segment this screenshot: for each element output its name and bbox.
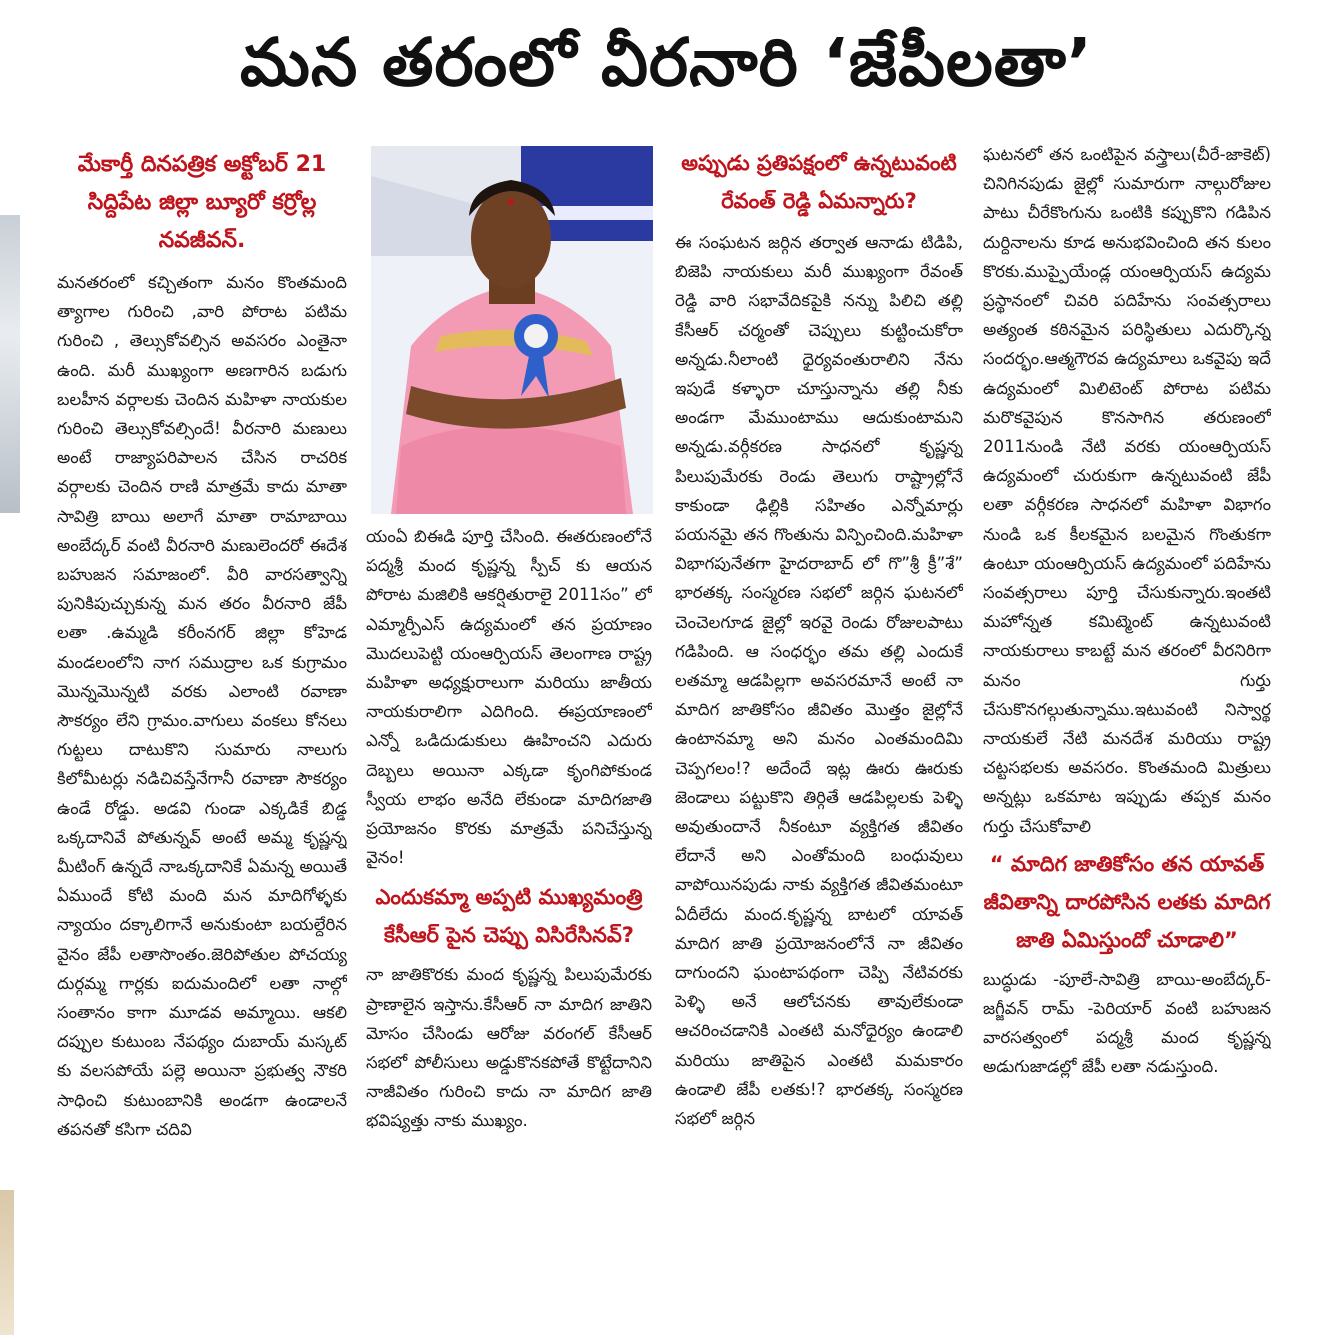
column-2-body-a: యంఏ బిఈడి పూర్తి చేసింది. ఈతరుణంలోనే పద్మశ్రీ మంద కృష్ణన్న స్పీచ్ కు ఆయన పోరాట మజిలికి ఆకర్షితురాలై 2011సం” లో ఎమ్మార్పీఎస్ ఉద్యమంలో తన ప్రయాణం మొదలుపెట్టి యంఆర్పియస్ తెలంగాణ రాష్ట్ర మహిళా అధ్యక్షురాలుగా మరియు జాతీయ నాయకురాలిగా ఎదిగింది. ఈప్రయాణంలో ఎన్నో ఒడిదుడుకులు ఊహించని ఎదురు దెబ్బలు అయినా ఎక్కడా కృంగిపోకుండ స్వీయ లాభం అనేది లేకుండా మాదిగజాతి ప్రయోజనం కొరకు మాత్రమే పనిచేస్తున్న వైనం! [366, 527, 652, 868]
byline: మేకార్తీ దినపత్రిక అక్టోబర్ 21 సిద్దిపేట జిల్లా బ్యూరో కర్రోల్ల నవజీవన్. [77, 152, 327, 253]
column-4-body-a: ఘటనలో తన ఒంటిపైన వస్త్రాలు(చీరే-జాకెట్) చినిగినపుడు జైల్లో సుమారుగా నాల్గురోజుల పాటు చీరేకొంగును ఒంటికి కప్పుకొని గడిపిన దుర్దినాలను కూడ అనుభవించింది తన కులం కొరకు.ముప్పైయేండ్ల యంఆర్పియస్ ఉద్యమ ప్రస్థానంలో చివరి పదిహేను సంవత్సరాలు అత్యంత కఠినమైన పరిస్థితులు ఎదుర్కొన్న సందర్భం.ఆత్మగౌరవ ఉద్యమాలు ఒకవైపు ఇదే ఉద్యమంలో మిలిటెంట్ పోరాట పటిమ మరొకవైపున కొనసాగిన తరుణంలో 2011నుండి నేటి వరకు యంఆర్పియస్ ఉద్యమంలో చురుకుగా ఉన్నటువంటి జేపీ లతా వర్గీకరణ సాధనలో మహిళా విభాగం నుండి ఒక కీలకమైన బలమైన గొంతుకగా ఉంటూ యంఆర్పియస్ ఉద్యమంలో పదిహేను సంవత్సరాలు పూర్తి చేసుకున్నారు.ఇంతటి మహోన్నత కమిట్మెంట్ ఉన్నటువంటి నాయకురాలు కాబట్టే మన తరంలో వీరనిరిగా మనం గుర్తు చేసుకొనగల్గుతున్నాము.ఇటువంటి నిస్వార్థ నాయకులే నేటి మనదేశ మరియు రాష్ట్ర చట్టసభలకు అవసరం. కొంతమంది మిత్రులు అన్నట్లు ఒకమాట ఇప్పుడు తప్పక మనం గుర్తు చేసుకోవాలి [983, 145, 1271, 836]
column-2-subheading: ఎందుకమ్మా అప్పటి ముఖ్యమంత్రి కేసీఆర్ పైన చెప్పు విసిరేసినవ్? [375, 885, 643, 948]
left-edge-photo-fragment [0, 215, 20, 513]
column-1 [57, 140, 347, 1335]
column-2-body-b: నా జాతికొరకు మంద కృష్ణన్న పిలుపుమేరకు ప్రాణాలైన ఇస్తాను.కేసీఆర్ నా మాదిగ జాతిని మోసం చేసిండు ఆరోజు వరంగల్ కేసీఆర్ సభలో పోలీసులు అడ్డుకొనకపోతే కొట్టేదానిని నాజీవితం గురించి కాదు నా మాదిగ జాతి భవిష్యత్తు నాకు ముఖ్యం. [366, 965, 652, 1131]
column-4-body-b: బుద్ధుడు -పూలే-సావిత్రి బాయి-అంబేద్కర్-జగ్జీవన్ రామ్ -పెరియార్ వంటి బహుజన వారసత్వంలో పద్మశ్రీ మంద కృష్ణన్న అడుగుజాడల్లో జేపీ లతా నడుస్తుంది. [983, 969, 1271, 1077]
column-3 [675, 140, 963, 1335]
left-edge-photo-fragment-bottom [0, 1190, 14, 1335]
column-2 [366, 522, 652, 1334]
headline: మన తరంలో వీరనారి ‘జేపీలతా’ [240, 24, 1093, 101]
pull-quote: “ మాదిగ జాతికోసం తన యావత్ జీవితాన్ని దారపోసిన లతకు మాదిగ జాతి ఏమిస్తుందో చూడాలి” [983, 851, 1271, 952]
column-3-subheading: అప్పుడు ప్రతిపక్షంలో ఉన్నటువంటి రేవంత్ రెడ్డి ఏమన్నారు? [681, 151, 957, 213]
column-1-body: మనతరంలో కచ్చితంగా మనం కొంతమంది త్యాగాల గురించి ,వారి పోరాట పటిమ గురించి , తెల్సుకోవల్సిన అవసరం ఎంతైనా ఉంది. మరీ ముఖ్యంగా అణగారిన బడుగు బలహీన వర్గాలకు చెందిన మహిళా నాయకుల గురించి తెల్సుకోవల్సిందే! వీరనారి మణులు అంటే రాజ్యాపరిపాలన చేసిన రాచరిక వర్గాలకు చెందిన రాణి మాత్రమే కాదు మాతా సావిత్రి బాయి అలాగే మాతా రామాబాయి అంబేద్కర్ వంటి వీరనారి మణులెందరో ఈదేశ బహుజన సమాజంలో. వీరి వారసత్వాన్ని పునికిపుచ్చుకున్న మన తరం వీరనారి జేపీ లతా .ఉమ్మడి కరీంనగర్ జిల్లా కోహెడ మండలంలోని నాగ సముద్రాల ఒక కుగ్రామం మొన్నమొన్నటి వరకు ఎలాంటి రవాణా సౌకర్యం లేని గ్రామం.వాగులు వంకలు కోనలు గుట్టలు దాటుకొని సుమారు నాలుగు కిలోమీటర్లు నడిచివస్తేనేగానీ రవాణా సౌకర్యం ఉండే రోడ్డు. అడవి గుండా ఎక్కడికే బిడ్డ ఒక్కదానివే పోతున్నవ్ అంటే అమ్మ కృష్ణన్న మీటింగ్ ఉన్నదే నాఒక్కదానికే ఏమన్న అయితే ఏముందే కోటి మంది మన మాదిగోళ్ళకు న్యాయం దక్కాలిగానే అనుకుంటా బయల్దేరిన వైనం జేపీ లతాసొంతం.జెరిపోతుల పోచయ్య దుర్గమ్మ గార్లకు ఐదుమందిలో లతా నాల్గో సంతానం కాగా మూడవ అమ్మాయి. ఆకలి దప్పుల కుటుంబ నేపథ్యం దుబాయ్ మస్కట్ కు వలసపోయే పల్లె అయినా ప్రభుత్వ నౌకరి సాధించి కుటుంబానికి అండగా ఉండాలనే తపనతో కసిగా చదివి [57, 273, 347, 1139]
portrait-photo [371, 146, 653, 514]
column-3-body: ఈ సంఘటన జర్గిన తర్వాత ఆనాడు టిడిపి, బిజెపి నాయకులు మరీ ముఖ్యంగా రేవంత్ రెడ్డి వారి సభావేదికపైకి నన్ను పిలిచి తల్లి కేసీఆర్ చర్మంతో చెప్పులు కుట్టించుకోరా అన్నడు.నీలాంటి ధైర్యవంతురాలిని నేను ఇపుడే కళ్ళారా చూస్తున్నాను తల్లి నీకు అండగా మేముంటాము ఆదుకుంటామని అన్నడు.వర్గీకరణ సాధనలో కృష్ణన్న పిలుపుమేరకు రెండు తెలుగు రాష్ట్రాల్లోనే కాకుండా ఢిల్లికి సహితం ఎన్నోమార్లు పయనమై తన గొంతును విన్పించింది.మహిళా విభాగపునేతగా హైదరాబాద్ లో గొ”శ్రీ క్రీ”శే” భారతక్క సంస్మరణ సభలో జర్గిన ఘటనలో చెంచెలగూడ జైల్లో ఇరవై రెండు రోజులపాటు గడిపింది. ఆ సంధర్భం తమ తల్లి ఎందుకే లతమ్మా ఆడపిల్లగా అవసరమానే అంటే నా మాదిగ జాతికోసం జీవితం మొత్తం జైల్లోనే ఉంటానమ్మా అని మనం ఎంతమందిమి చెప్పగలం!? అదేందే ఇట్ల ఊరు ఊరుకు జెండాలు పట్టుకొని తిర్గితే ఆడపిల్లలకు పెళ్ళి అవుతుందానే నీకంటూ వ్యక్తిగత జీవితం లేదానే అని ఎంతోమంది బంధువులు వాపోయినపుడు నాకు వ్యక్తిగత జీవితమంటూ ఏదీలేదు మంద.కృష్ణన్న బాటలో యావత్ మాదిగ జాతి ప్రయోజనంలోనే నా జీవితం దాగుందని ఘంటాపథంగా చెప్పి నేటివరకు పెళ్ళి అనే ఆలోచనకు తావులేకుండా ఆచరించడానికి ఎంతటి మనోధైర్యం ఉండాలి మరియు జాతిపైన ఎంతటి మమకారం ఉండాలి జేపీ లతకు!? భారతక్క సంస్మరణ సభలో జర్గిన [675, 233, 963, 1129]
portrait-photo-illustration [371, 146, 653, 514]
column-4 [983, 140, 1271, 1335]
